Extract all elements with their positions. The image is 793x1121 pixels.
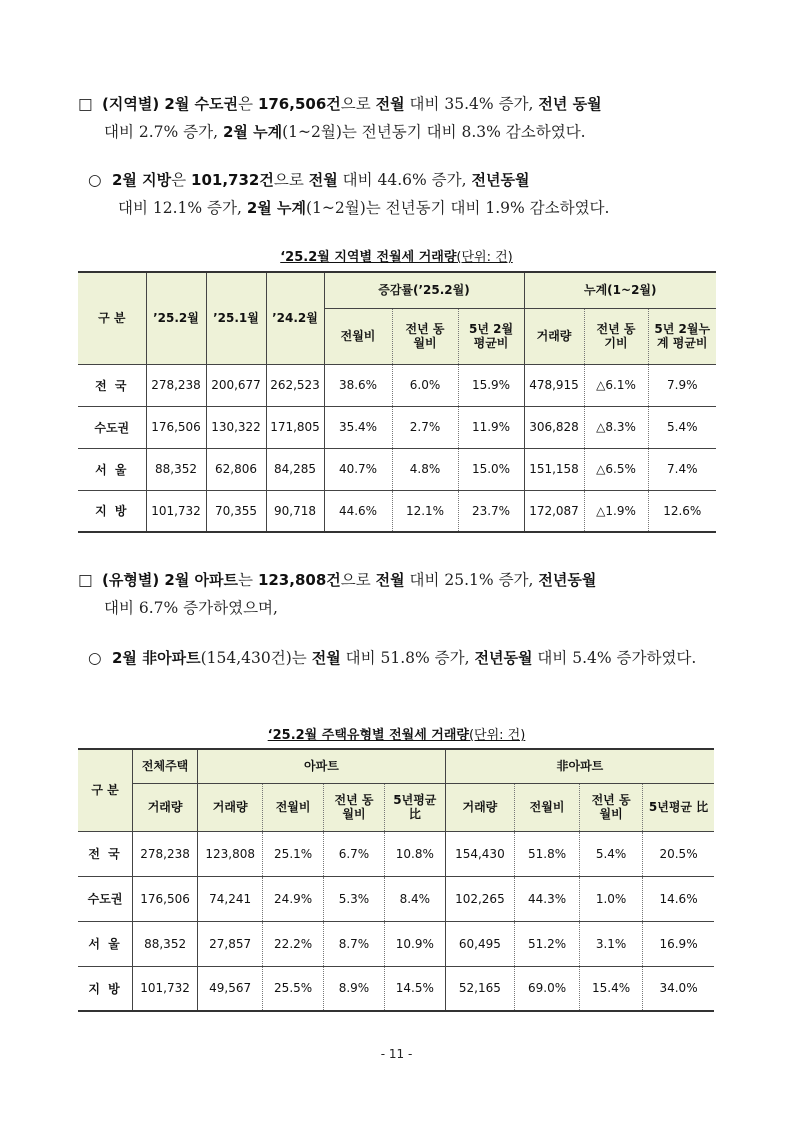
table-row bbox=[78, 831, 714, 876]
table-cell: 88,352 bbox=[146, 448, 206, 490]
table-cell: 24.9% bbox=[263, 876, 324, 921]
para1-text-1: 은 bbox=[238, 95, 258, 113]
table-cell: 10.8% bbox=[384, 831, 445, 876]
paragraph-region-local bbox=[88, 166, 724, 222]
header-apt-5yr-avg: 5년평균 比 bbox=[384, 783, 445, 831]
table-cell: △6.5% bbox=[584, 448, 648, 490]
table1-caption bbox=[0, 246, 793, 265]
table-row bbox=[78, 966, 714, 1011]
header-nonapt-mom: 전월비 bbox=[515, 783, 580, 831]
header-yoy: 전년 동월비 bbox=[392, 308, 458, 364]
paragraph-non-apartment bbox=[88, 644, 724, 672]
para3-text-4: 대비 6.7% 증가하였으며, bbox=[104, 599, 278, 617]
para2-bold-5: 2월 누계 bbox=[246, 199, 306, 217]
table-cell: 51.8% bbox=[515, 831, 580, 876]
table-cell: 15.0% bbox=[458, 448, 524, 490]
row-label: 지 방 bbox=[78, 966, 133, 1011]
para4-text-2: 대비 51.8% 증가, bbox=[340, 649, 475, 667]
table-cell: 101,732 bbox=[146, 490, 206, 532]
row-label: 수도권 bbox=[78, 406, 146, 448]
para2-bold-4: 전년동월 bbox=[471, 171, 530, 189]
table-cell: 23.7% bbox=[458, 490, 524, 532]
table-cell: 10.9% bbox=[384, 921, 445, 966]
header-nonapt-volume: 거래량 bbox=[445, 783, 514, 831]
para4-bold-2: 전월 bbox=[311, 649, 341, 667]
header-feb-25: ’25.2월 bbox=[146, 272, 206, 364]
header-apt-mom: 전월비 bbox=[263, 783, 324, 831]
table-row bbox=[78, 490, 716, 532]
table-cell: 8.7% bbox=[324, 921, 385, 966]
table-cell: 171,805 bbox=[266, 406, 324, 448]
header-feb-24: ’24.2월 bbox=[266, 272, 324, 364]
header-cumulative: 누계(1~2월) bbox=[524, 272, 716, 308]
para1-text-4: 대비 2.7% 증가, bbox=[104, 123, 223, 141]
table-cell: 5.3% bbox=[324, 876, 385, 921]
circle-bullet: ○ bbox=[88, 649, 102, 667]
para4-bold-1: 2월 非아파트 bbox=[112, 649, 201, 667]
table-cell: 34.0% bbox=[643, 966, 714, 1011]
table-cell: 12.1% bbox=[392, 490, 458, 532]
para3-bold-3: 전월 bbox=[375, 571, 405, 589]
table-cell: 44.6% bbox=[324, 490, 392, 532]
table-cell: 1.0% bbox=[580, 876, 643, 921]
table-cell: 35.4% bbox=[324, 406, 392, 448]
para1-bold-1: (지역별) 2월 수도권 bbox=[102, 95, 239, 113]
para3-text-2: 으로 bbox=[340, 571, 376, 589]
row-label: 지 방 bbox=[78, 490, 146, 532]
table-cell: △1.9% bbox=[584, 490, 648, 532]
table-cell: 40.7% bbox=[324, 448, 392, 490]
para1-text-2: 으로 bbox=[340, 95, 376, 113]
row-label: 서 울 bbox=[78, 921, 133, 966]
table-cell: 84,285 bbox=[266, 448, 324, 490]
row-label: 전 국 bbox=[78, 831, 133, 876]
header-non-apartment: 非아파트 bbox=[445, 749, 714, 783]
table-cell: 6.7% bbox=[324, 831, 385, 876]
table-cell: 90,718 bbox=[266, 490, 324, 532]
para1-bold-4: 전년 동월 bbox=[538, 95, 602, 113]
table-row bbox=[78, 921, 714, 966]
table-cell: 51.2% bbox=[515, 921, 580, 966]
table-cell: 25.5% bbox=[263, 966, 324, 1011]
table-cell: 7.9% bbox=[648, 364, 716, 406]
table-cell: 16.9% bbox=[643, 921, 714, 966]
table-cell: 172,087 bbox=[524, 490, 584, 532]
table-cell: 88,352 bbox=[133, 921, 198, 966]
table-cell: 8.9% bbox=[324, 966, 385, 1011]
header-change-rate: 증감률(’25.2월) bbox=[324, 272, 524, 308]
header-all-volume: 거래량 bbox=[133, 783, 198, 831]
table-cell: 262,523 bbox=[266, 364, 324, 406]
para4-bold-3: 전년동월 bbox=[474, 649, 533, 667]
para1-bold-2: 176,506건 bbox=[257, 95, 341, 113]
table-cell: 60,495 bbox=[445, 921, 514, 966]
table-cell: 154,430 bbox=[445, 831, 514, 876]
header-cum-volume: 거래량 bbox=[524, 308, 584, 364]
table-cell: 6.0% bbox=[392, 364, 458, 406]
table-cell: 123,808 bbox=[198, 831, 263, 876]
table-cell: 278,238 bbox=[146, 364, 206, 406]
table-cell: 2.7% bbox=[392, 406, 458, 448]
row-label: 서 울 bbox=[78, 448, 146, 490]
table-cell: 130,322 bbox=[206, 406, 266, 448]
header-mom: 전월비 bbox=[324, 308, 392, 364]
table-cell: △8.3% bbox=[584, 406, 648, 448]
para2-text-3: 대비 44.6% 증가, bbox=[337, 171, 472, 189]
table-row bbox=[78, 876, 714, 921]
table-cell: 11.9% bbox=[458, 406, 524, 448]
regional-transactions-table bbox=[78, 271, 716, 533]
para2-bold-2: 101,732건 bbox=[191, 171, 274, 189]
table-cell: 478,915 bbox=[524, 364, 584, 406]
housing-type-transactions-table bbox=[78, 748, 714, 1012]
table1-caption-title: ‘25.2월 지역별 전월세 거래량 bbox=[280, 250, 457, 265]
para3-text-1: 는 bbox=[238, 571, 258, 589]
header-cum-5yr-avg: 5년 2월누계 평균비 bbox=[648, 308, 716, 364]
table-cell: 200,677 bbox=[206, 364, 266, 406]
page-number: - 11 - bbox=[380, 1047, 413, 1061]
table-cell: 44.3% bbox=[515, 876, 580, 921]
table-cell: 176,506 bbox=[146, 406, 206, 448]
table-cell: 20.5% bbox=[643, 831, 714, 876]
para1-bold-3: 전월 bbox=[375, 95, 405, 113]
para2-bold-3: 전월 bbox=[308, 171, 338, 189]
table-cell: 306,828 bbox=[524, 406, 584, 448]
table-cell: 278,238 bbox=[133, 831, 198, 876]
paragraph-region-summary bbox=[78, 90, 723, 146]
table-cell: 101,732 bbox=[133, 966, 198, 1011]
table-cell: 74,241 bbox=[198, 876, 263, 921]
header-category-label: 구 분 bbox=[98, 311, 126, 326]
table-row bbox=[78, 448, 716, 490]
table-cell: 15.9% bbox=[458, 364, 524, 406]
para1-bold-5: 2월 누계 bbox=[222, 123, 283, 141]
table-cell: 4.8% bbox=[392, 448, 458, 490]
paragraph-type-summary bbox=[78, 566, 723, 622]
header-category-label: 구 분 bbox=[91, 783, 119, 798]
table-cell: △6.1% bbox=[584, 364, 648, 406]
header-nonapt-5yr-avg: 5년평균 比 bbox=[643, 783, 714, 831]
table-cell: 5.4% bbox=[648, 406, 716, 448]
table-cell: 69.0% bbox=[515, 966, 580, 1011]
para2-text-2: 으로 bbox=[273, 171, 309, 189]
table-cell: 7.4% bbox=[648, 448, 716, 490]
table-cell: 38.6% bbox=[324, 364, 392, 406]
header-jan-25: ’25.1월 bbox=[206, 272, 266, 364]
table-row bbox=[78, 364, 716, 406]
header-apt-yoy: 전년 동월비 bbox=[324, 783, 385, 831]
table-cell: 14.5% bbox=[384, 966, 445, 1011]
circle-bullet: ○ bbox=[88, 171, 102, 189]
checkbox-bullet: □ bbox=[78, 95, 93, 113]
para4-text-1: (154,430건)는 bbox=[200, 649, 312, 667]
para3-bold-1: (유형별) 2월 아파트 bbox=[102, 571, 239, 589]
table-cell: 52,165 bbox=[445, 966, 514, 1011]
table-cell: 70,355 bbox=[206, 490, 266, 532]
checkbox-bullet: □ bbox=[78, 571, 93, 589]
table-cell: 25.1% bbox=[263, 831, 324, 876]
table2-caption-title: ‘25.2월 주택유형별 전월세 거래량 bbox=[267, 728, 469, 743]
para3-bold-2: 123,808건 bbox=[257, 571, 341, 589]
header-cum-yoy: 전년 동기비 bbox=[584, 308, 648, 364]
header-category bbox=[78, 749, 133, 831]
table-cell: 176,506 bbox=[133, 876, 198, 921]
table2-caption-unit: (단위: 건) bbox=[468, 728, 526, 743]
header-category bbox=[78, 272, 146, 364]
para2-text-1: 은 bbox=[171, 171, 192, 189]
table1-caption-unit: (단위: 건) bbox=[456, 250, 513, 265]
para2-text-5: (1~2월)는 전년동기 대비 1.9% 감소하였다. bbox=[305, 199, 610, 217]
para1-text-3: 대비 35.4% 증가, bbox=[404, 95, 539, 113]
table-cell: 49,567 bbox=[198, 966, 263, 1011]
table-cell: 27,857 bbox=[198, 921, 263, 966]
table-cell: 15.4% bbox=[580, 966, 643, 1011]
row-label: 전 국 bbox=[78, 364, 146, 406]
para2-bold-1: 2월 지방 bbox=[112, 171, 172, 189]
para1-text-5: (1~2월)는 전년동기 대비 8.3% 감소하였다. bbox=[282, 123, 586, 141]
table-cell: 5.4% bbox=[580, 831, 643, 876]
para2-text-4: 대비 12.1% 증가, bbox=[118, 199, 247, 217]
table-cell: 12.6% bbox=[648, 490, 716, 532]
table-cell: 3.1% bbox=[580, 921, 643, 966]
header-apartment: 아파트 bbox=[198, 749, 446, 783]
row-label: 수도권 bbox=[78, 876, 133, 921]
header-apt-volume: 거래량 bbox=[198, 783, 263, 831]
para3-bold-4: 전년동월 bbox=[538, 571, 597, 589]
header-nonapt-yoy: 전년 동월비 bbox=[580, 783, 643, 831]
table-cell: 8.4% bbox=[384, 876, 445, 921]
table-cell: 102,265 bbox=[445, 876, 514, 921]
table-cell: 14.6% bbox=[643, 876, 714, 921]
table-cell: 62,806 bbox=[206, 448, 266, 490]
para3-text-3: 대비 25.1% 증가, bbox=[404, 571, 539, 589]
table-cell: 151,158 bbox=[524, 448, 584, 490]
table2-caption bbox=[0, 724, 793, 743]
table-row bbox=[78, 406, 716, 448]
header-all-housing: 전체주택 bbox=[133, 749, 198, 783]
para4-text-3: 대비 5.4% 증가하였다. bbox=[532, 649, 697, 667]
table-cell: 22.2% bbox=[263, 921, 324, 966]
header-5yr-avg: 5년 2월 평균비 bbox=[458, 308, 524, 364]
